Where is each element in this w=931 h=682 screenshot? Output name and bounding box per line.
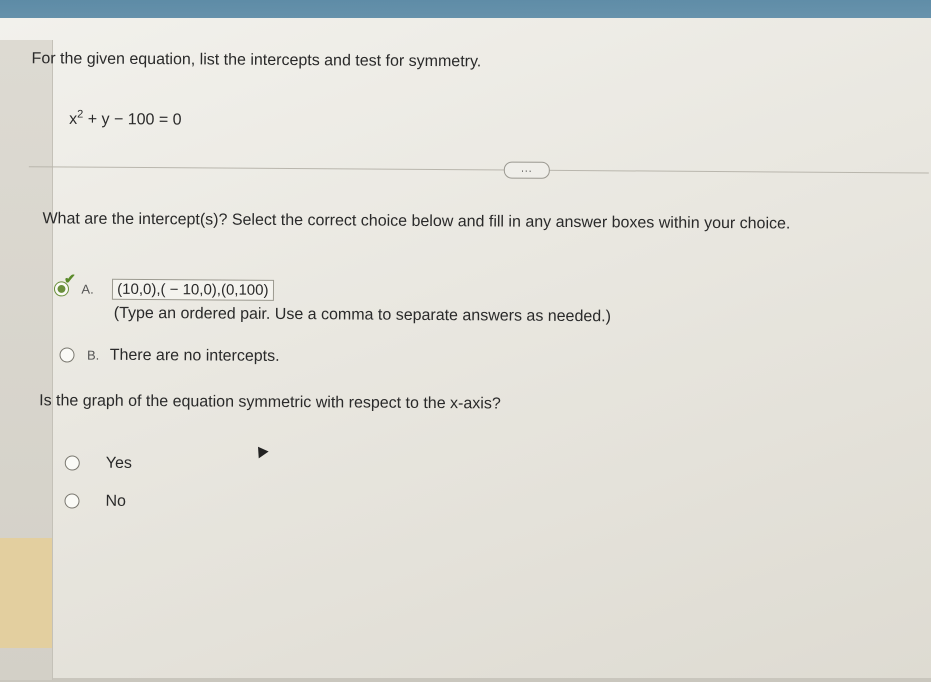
option-yes[interactable] [65, 454, 132, 472]
yes-label: Yes [105, 454, 132, 472]
question-instruction: For the given equation, list the intercepts and test for symmetry. [31, 50, 482, 71]
equation-base: x [69, 110, 78, 128]
choice-b-letter: B. [86, 347, 100, 363]
choice-a-hint: (Type an ordered pair. Use a comma to separate answers as needed.) [113, 304, 612, 326]
option-no[interactable] [64, 492, 126, 510]
no-label: No [105, 492, 127, 510]
check-mark-icon: ✔ [64, 270, 76, 287]
more-button[interactable]: ... [504, 162, 550, 179]
symmetry-prompt: Is the graph of the equation symmetric with respect to the x-axis? [39, 392, 501, 413]
choice-a-answer-box[interactable]: (10,0),( − 10,0),(0,100) [112, 279, 273, 301]
intercepts-prompt: What are the intercept(s)? Select the correct choice below and fill in any answer boxes within your choice. [42, 210, 791, 233]
equation-exponent: 2 [77, 108, 84, 121]
choice-a-letter: A. [81, 281, 94, 297]
mouse-cursor-icon [253, 443, 269, 458]
choice-b-text: There are no intercepts. [109, 346, 280, 365]
no-radio[interactable] [64, 494, 79, 509]
equation-rest: + y − 100 = 0 [83, 110, 182, 129]
divider [29, 166, 929, 173]
yes-radio[interactable] [65, 456, 80, 471]
choice-b-radio[interactable] [59, 348, 74, 363]
equation [69, 108, 182, 129]
choice-b[interactable] [59, 346, 279, 366]
choice-a[interactable] [54, 270, 274, 301]
